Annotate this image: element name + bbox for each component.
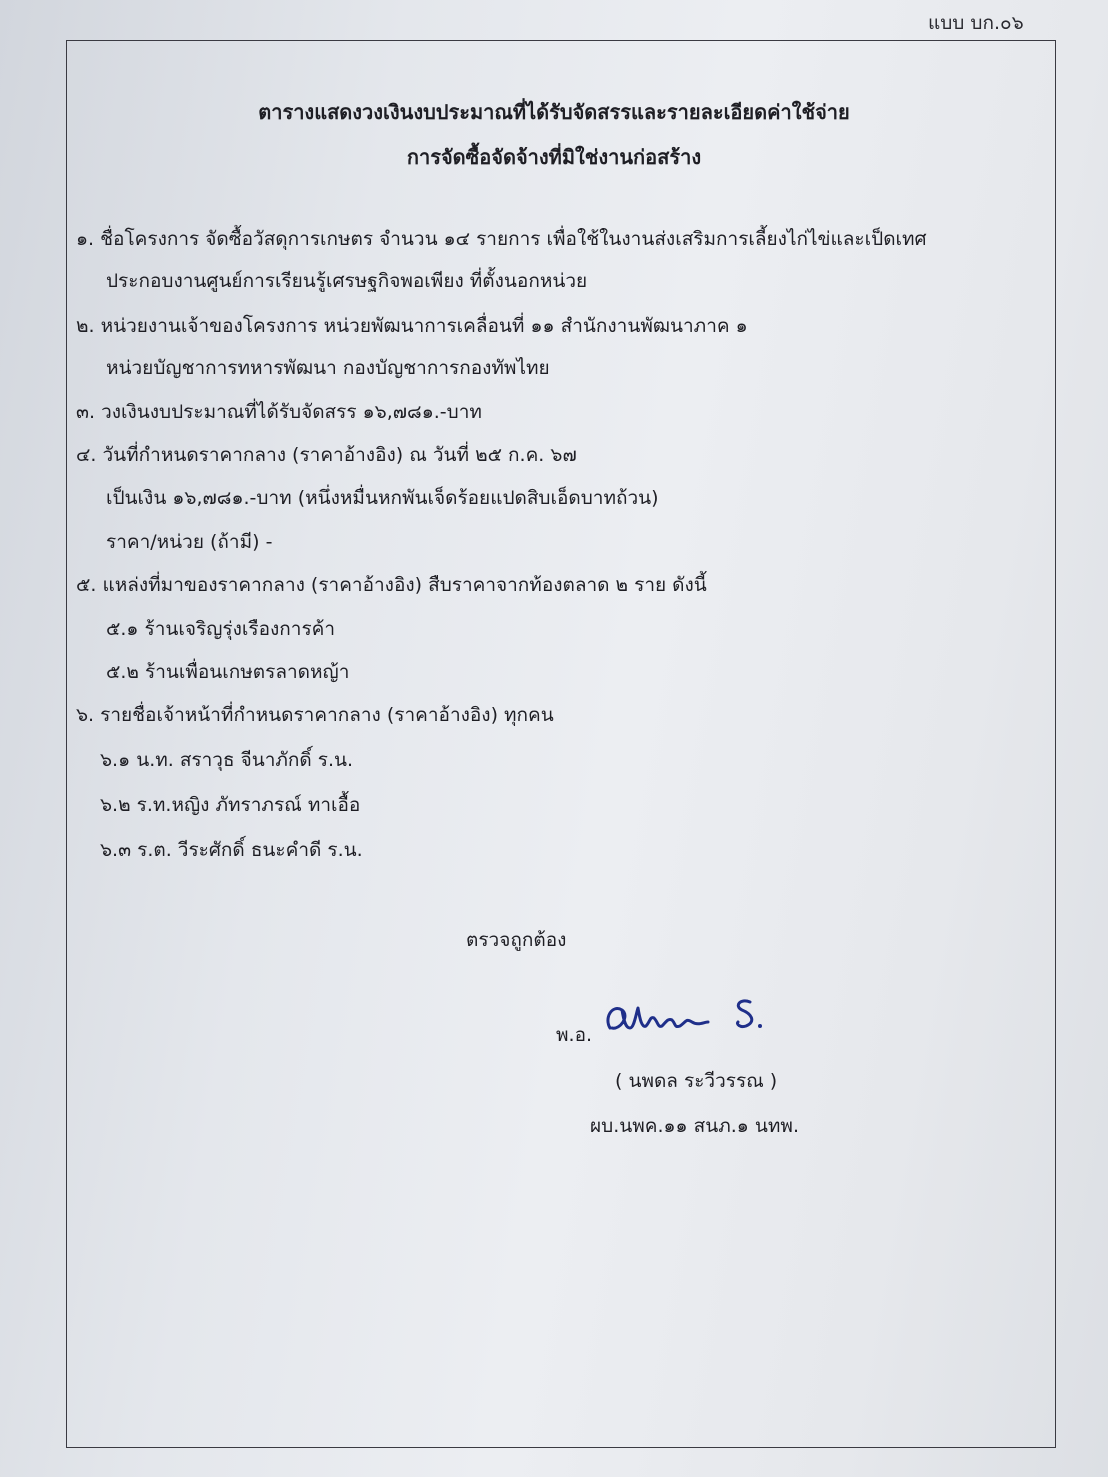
item-5-2-shop: ๕.๒ ร้านเพื่อนเกษตรลาดหญ้า xyxy=(106,661,350,683)
item-5-price-source: ๕. แหล่งที่มาของราคากลาง (ราคาอ้างอิง) สืบราคาจากท้องตลาด ๒ ราย ดังนี้ xyxy=(76,574,707,596)
item-4-reference-date: ๔. วันที่กำหนดราคากลาง (ราคาอ้างอิง) ณ วันที่ ๒๕ ก.ค. ๖๗ xyxy=(76,444,577,466)
signer-position: ผบ.นพค.๑๑ สนภ.๑ นทพ. xyxy=(590,1115,799,1137)
verified-label: ตรวจถูกต้อง xyxy=(466,929,567,951)
handwritten-signature xyxy=(600,988,780,1048)
signer-rank: พ.อ. xyxy=(556,1024,593,1046)
item-4-unit-price: ราคา/หน่วย (ถ้ามี) - xyxy=(106,531,273,553)
item-6-3-official: ๖.๓ ร.ต. วีระศักดิ์ ธนะคำดี ร.น. xyxy=(100,839,363,861)
item-2-owner-unit-cont: หน่วยบัญชาการทหารพัฒนา กองบัญชาการกองทัพไทย xyxy=(106,357,550,379)
item-1-project-name: ๑. ชื่อโครงการ จัดซื้อวัสดุการเกษตร จำนวน ๑๔ รายการ เพื่อใช้ในงานส่งเสริมการเลี้ยงไก่ไข่และเป็ดเทศ xyxy=(76,228,927,250)
item-4-amount: เป็นเงิน ๑๖,๗๘๑.-บาท (หนึ่งหมื่นหกพันเจ็ดร้อยแปดสิบเอ็ดบาทถ้วน) xyxy=(106,487,659,509)
item-3-budget: ๓. วงเงินงบประมาณที่ได้รับจัดสรร ๑๖,๗๘๑.-บาท xyxy=(76,401,482,423)
signer-name: ( นพดล ระวีวรรณ ) xyxy=(615,1070,778,1092)
item-5-1-shop: ๕.๑ ร้านเจริญรุ่งเรืองการค้า xyxy=(106,618,336,640)
item-1-project-name-cont: ประกอบงานศูนย์การเรียนรู้เศรษฐกิจพอเพียง ที่ตั้งนอกหน่วย xyxy=(106,270,588,292)
document-title-line2: การจัดซื้อจัดจ้างที่มิใช่งานก่อสร้าง xyxy=(406,145,702,169)
document-title-line1: ตารางแสดงวงเงินงบประมาณที่ได้รับจัดสรรและรายละเอียดค่าใช้จ่าย xyxy=(258,100,850,124)
item-6-officials: ๖. รายชื่อเจ้าหน้าที่กำหนดราคากลาง (ราคาอ้างอิง) ทุกคน xyxy=(76,704,554,726)
form-code: แบบ บก.๐๖ xyxy=(928,12,1024,34)
item-6-1-official: ๖.๑ น.ท. สราวุธ จีนาภักดิ์ ร.น. xyxy=(100,749,354,771)
item-6-2-official: ๖.๒ ร.ท.หญิง ภัทราภรณ์ ทาเอื้อ xyxy=(100,794,361,816)
item-2-owner-unit: ๒. หน่วยงานเจ้าของโครงการ หน่วยพัฒนาการเคลื่อนที่ ๑๑ สำนักงานพัฒนาภาค ๑ xyxy=(76,315,748,337)
